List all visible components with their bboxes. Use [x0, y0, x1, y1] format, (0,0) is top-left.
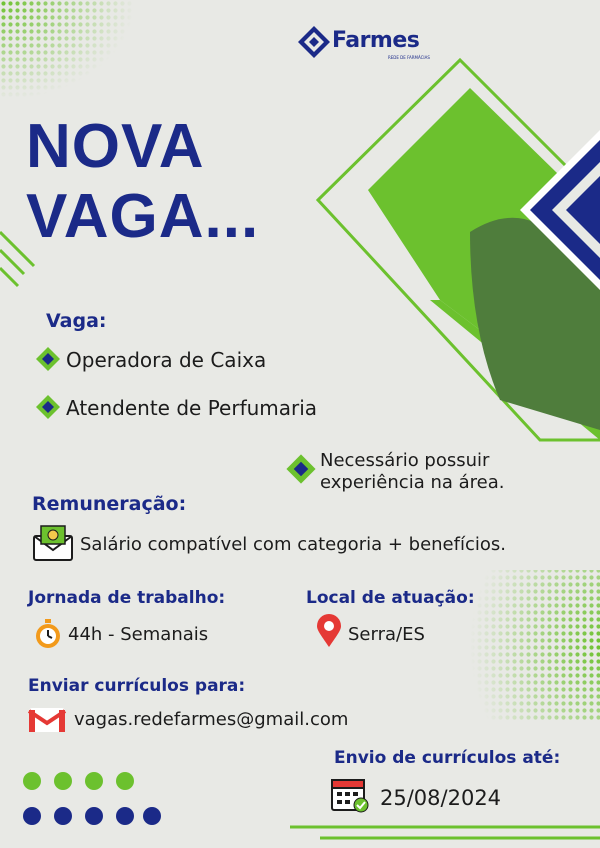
remuneracao-text: Salário compatível com categoria + benefícios.	[80, 534, 506, 555]
requirement-note	[320, 450, 504, 494]
calendar-check-icon	[330, 776, 370, 814]
gmail-icon	[28, 705, 66, 733]
vaga-item-2: Atendente de Perfumaria	[66, 396, 318, 420]
dots-bottom-right	[470, 570, 600, 720]
envio-email[interactable]: vagas.redefarmes@gmail.com	[74, 709, 349, 730]
bottom-stripes	[290, 827, 600, 838]
brand-tagline: REDE DE FARMÁCIAS	[388, 55, 430, 60]
diamond-bullet-icon	[34, 345, 62, 373]
stopwatch-icon	[32, 618, 64, 650]
brand-logo	[296, 22, 436, 62]
requirement-line1: Necessário possuir	[320, 450, 490, 471]
location-pin-icon	[316, 614, 342, 648]
vaga-item-1: Operadora de Caixa	[66, 348, 267, 372]
money-envelope-icon	[32, 522, 74, 562]
requirement-line2: experiência na área.	[320, 472, 505, 493]
dot-grid	[23, 772, 161, 825]
local-label: Local de atuação:	[306, 588, 475, 608]
headline	[26, 112, 259, 252]
diamond-bullet-icon	[284, 452, 318, 486]
headline-line2: VAGA...	[26, 182, 260, 251]
headline-line1: NOVA	[26, 112, 205, 181]
brand-name: Farmes	[332, 28, 420, 53]
local-text: Serra/ES	[348, 624, 425, 645]
prazo-date: 25/08/2024	[380, 786, 502, 810]
prazo-label: Envio de currículos até:	[334, 748, 561, 768]
logo-mark-icon	[296, 24, 332, 60]
jornada-label: Jornada de trabalho:	[28, 588, 226, 608]
diamond-bullet-icon	[34, 393, 62, 421]
right-geometric-shape	[318, 60, 600, 440]
dots-top-left	[0, 0, 135, 100]
envio-label: Enviar currículos para:	[28, 676, 246, 696]
remuneracao-label: Remuneração:	[32, 493, 187, 515]
vaga-label: Vaga:	[46, 310, 107, 332]
jornada-text: 44h - Semanais	[68, 624, 209, 645]
